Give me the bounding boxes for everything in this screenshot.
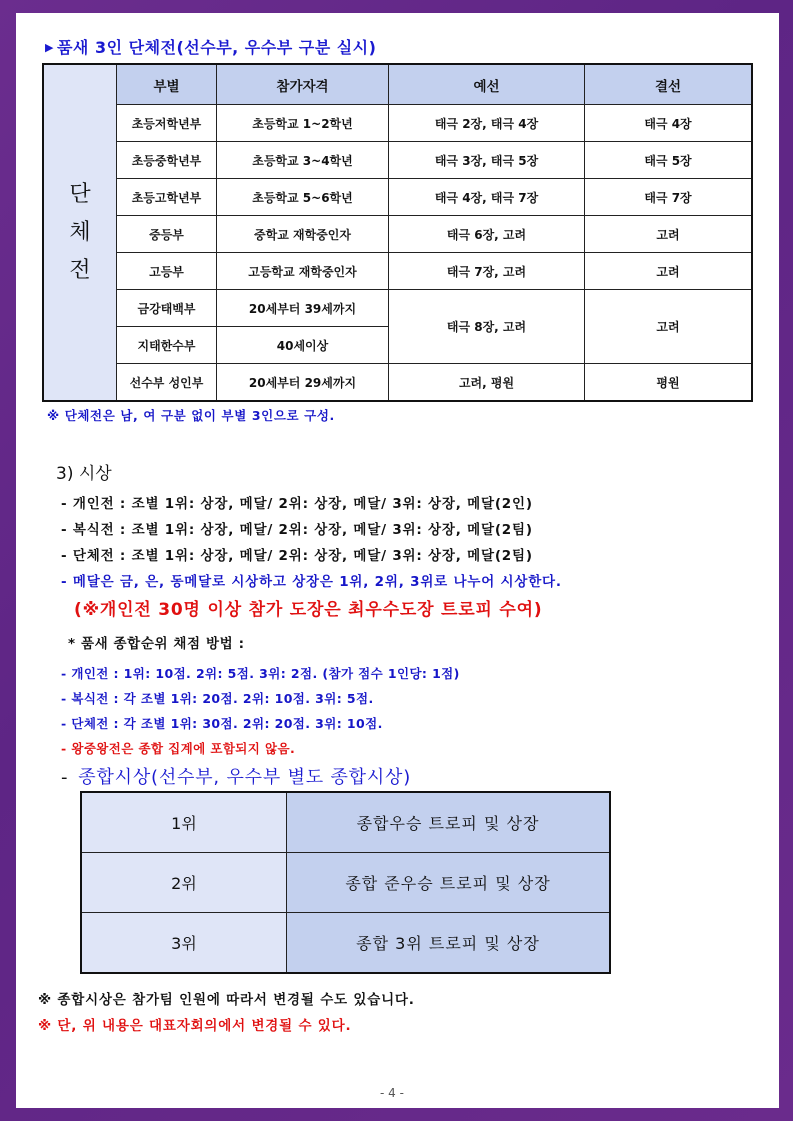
- division-cell: 초등중학년부: [117, 142, 217, 179]
- award-line-team: - 단체전 : 조별 1위: 상장, 메달/ 2위: 상장, 메달/ 3위: 상장, 메달(2팀): [61, 548, 533, 564]
- division-cell: 중등부: [117, 216, 217, 253]
- table-row: [81, 792, 610, 853]
- scoring-exclusion-note: - 왕중왕전은 종합 집계에 포함되지 않음.: [61, 741, 296, 756]
- table-row: [43, 142, 752, 179]
- side-char: 체: [69, 219, 91, 245]
- awards-heading: 3) 시상: [56, 464, 112, 484]
- prelim-cell: 태극 6장, 고려: [389, 216, 585, 253]
- rank-cell: 2위: [81, 853, 287, 913]
- eligibility-cell: 중학교 재학중인자: [217, 216, 389, 253]
- eligibility-cell: 20세부터 39세까지: [217, 290, 389, 327]
- scoring-heading: * 품새 종합순위 채점 방법 :: [68, 636, 245, 652]
- table-row: [43, 364, 752, 402]
- table-row: [43, 290, 752, 327]
- scoring-line-team: - 단체전 : 각 조별 1위: 30점. 2위: 20점. 3위: 10점.: [61, 716, 383, 731]
- overall-award-heading-text: 종합시상(선수부, 우수부 별도 종합시상): [78, 767, 412, 788]
- header-eligibility: 참가자격: [217, 64, 389, 105]
- scoring-line-individual: - 개인전 : 1위: 10점. 2위: 5점. 3위: 2점. (참가 점수 1인당: 1점): [61, 666, 460, 681]
- division-cell: 지태한수부: [117, 327, 217, 364]
- table-row: [81, 853, 610, 913]
- document-page: [16, 13, 779, 1108]
- section-title-text: 품새 3인 단체전(선수부, 우수부 구분 실시): [56, 38, 377, 57]
- division-cell: 선수부 성인부: [117, 364, 217, 402]
- final-cell: 태극 5장: [585, 142, 753, 179]
- award-line-individual: - 개인전 : 조별 1위: 상장, 메달/ 2위: 상장, 메달/ 3위: 상장, 메달(2인): [61, 496, 533, 512]
- division-cell: 초등고학년부: [117, 179, 217, 216]
- division-cell: 고등부: [117, 253, 217, 290]
- side-char: 단: [69, 181, 91, 207]
- eligibility-cell: 40세이상: [217, 327, 389, 364]
- award-line-pairs: - 복식전 : 조별 1위: 상장, 메달/ 2위: 상장, 메달/ 3위: 상장, 메달(2팀): [61, 522, 533, 538]
- dash: -: [61, 767, 69, 788]
- overall-award-heading: [61, 763, 411, 789]
- prelim-cell: 태극 3장, 태극 5장: [389, 142, 585, 179]
- medal-note: - 메달은 금, 은, 동메달로 시상하고 상장은 1위, 2위, 3위로 나누어 시상한다.: [61, 574, 562, 590]
- prize-cell: 종합 준우승 트로피 및 상장: [287, 853, 611, 913]
- division-cell: 초등저학년부: [117, 105, 217, 142]
- final-cell: 고려: [585, 290, 753, 364]
- final-cell: 평원: [585, 364, 753, 402]
- team-event-table: [42, 63, 753, 402]
- final-cell: 고려: [585, 253, 753, 290]
- prelim-cell: 고려, 평원: [389, 364, 585, 402]
- section-title: [45, 35, 376, 58]
- table-row: [43, 216, 752, 253]
- final-cell: 태극 4장: [585, 105, 753, 142]
- final-cell: 태극 7장: [585, 179, 753, 216]
- trophy-note: (※개인전 30명 이상 참가 도장은 최우수도장 트로피 수여): [74, 600, 543, 620]
- triangle-bullet-icon: ▶: [45, 41, 54, 54]
- rank-cell: 3위: [81, 913, 287, 974]
- eligibility-cell: 초등학교 3~4학년: [217, 142, 389, 179]
- table-header-row: [43, 64, 752, 105]
- header-final: 결선: [585, 64, 753, 105]
- eligibility-cell: 초등학교 1~2학년: [217, 105, 389, 142]
- division-cell: 금강태백부: [117, 290, 217, 327]
- prelim-cell: 태극 7장, 고려: [389, 253, 585, 290]
- header-division: 부별: [117, 64, 217, 105]
- final-cell: 고려: [585, 216, 753, 253]
- prelim-cell: 태극 4장, 태극 7장: [389, 179, 585, 216]
- page-number: - 4 -: [380, 1086, 404, 1100]
- side-char: 전: [69, 257, 91, 283]
- table-row: [43, 179, 752, 216]
- table-row: [43, 253, 752, 290]
- eligibility-cell: 고등학교 재학중인자: [217, 253, 389, 290]
- team-event-side-label: [43, 64, 117, 401]
- prize-cell: 종합 3위 트로피 및 상장: [287, 913, 611, 974]
- table-row: [43, 105, 752, 142]
- footer-note-meeting: ※ 단, 위 내용은 대표자회의에서 변경될 수 있다.: [38, 1018, 352, 1034]
- prelim-cell: 태극 2장, 태극 4장: [389, 105, 585, 142]
- eligibility-cell: 초등학교 5~6학년: [217, 179, 389, 216]
- header-prelim: 예선: [389, 64, 585, 105]
- eligibility-cell: 20세부터 29세까지: [217, 364, 389, 402]
- scoring-line-pairs: - 복식전 : 각 조별 1위: 20점. 2위: 10점. 3위: 5점.: [61, 691, 374, 706]
- overall-award-table: [80, 791, 611, 974]
- rank-cell: 1위: [81, 792, 287, 853]
- team-note: ※ 단체전은 남, 여 구분 없이 부별 3인으로 구성.: [47, 408, 335, 423]
- table-row: [81, 913, 610, 974]
- prize-cell: 종합우승 트로피 및 상장: [287, 792, 611, 853]
- prelim-cell: 태극 8장, 고려: [389, 290, 585, 364]
- footer-note-change: ※ 종합시상은 참가팀 인원에 따라서 변경될 수도 있습니다.: [38, 992, 415, 1008]
